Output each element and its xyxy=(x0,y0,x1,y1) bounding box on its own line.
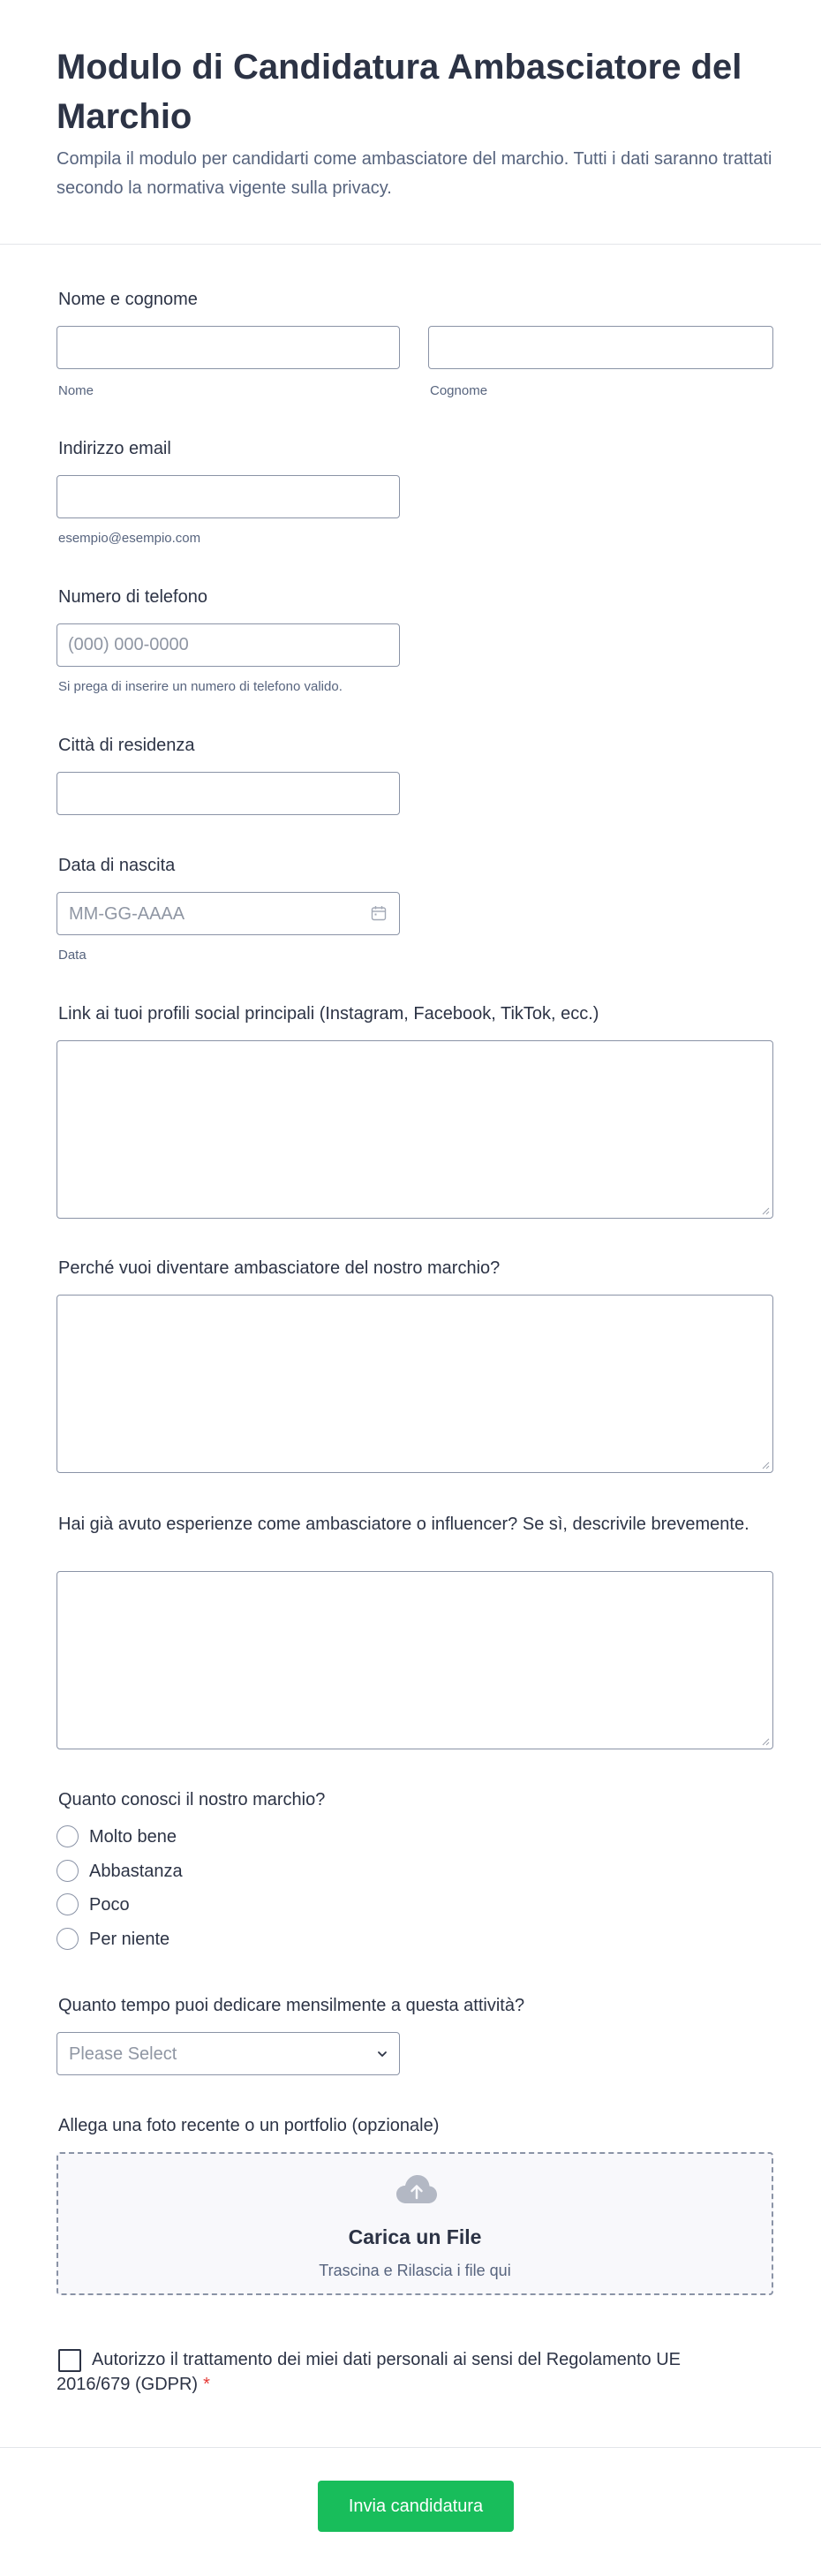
phone-label: Numero di telefono xyxy=(58,587,207,607)
chevron-down-icon xyxy=(376,2048,388,2060)
experience-label: Hai già avuto esperienze come ambasciatore o influencer? Se sì, descrivile brevemente. xyxy=(58,1515,749,1534)
email-label: Indirizzo email xyxy=(58,439,171,458)
city-input[interactable] xyxy=(56,772,400,815)
email-input[interactable] xyxy=(56,475,400,518)
monthly-time-select[interactable] xyxy=(56,2032,400,2075)
file-upload-dropzone[interactable] xyxy=(56,2152,773,2295)
gdpr-consent-text: Autorizzo il trattamento dei miei dati personali ai sensi del Regolamento UE 2016/679 (GDPR) xyxy=(56,2350,682,2394)
birth-date-input[interactable] xyxy=(56,892,400,935)
radio-button[interactable] xyxy=(56,1825,79,1847)
monthly-time-label: Quanto tempo puoi dedicare mensilmente a questa attività? xyxy=(58,1996,525,2015)
radio-label: Poco xyxy=(89,1895,130,1915)
first-name-input[interactable] xyxy=(56,326,400,369)
birth-date-sublabel: Data xyxy=(58,948,87,963)
social-links-label: Link ai tuoi profili social principali (Instagram, Facebook, TikTok, ecc.) xyxy=(58,1004,599,1024)
radio-button[interactable] xyxy=(56,1860,79,1882)
resize-grip-icon[interactable] xyxy=(761,1206,770,1215)
footer-divider xyxy=(0,2447,821,2448)
resize-grip-icon[interactable] xyxy=(761,1461,770,1469)
radio-button[interactable] xyxy=(56,1928,79,1950)
phone-input[interactable] xyxy=(56,623,400,667)
city-label: Città di residenza xyxy=(58,736,195,755)
email-sublabel: esempio@esempio.com xyxy=(58,531,201,546)
upload-subtitle: Trascina e Rilascia i file qui xyxy=(319,2262,511,2279)
birth-date-label: Data di nascita xyxy=(58,856,176,875)
why-ambassador-textarea[interactable] xyxy=(56,1295,773,1473)
form-description: Compila il modulo per candidarti come ambasciatore del marchio. Tutti i dati saranno trattati secondo la normativa vigente sulla privacy. xyxy=(56,149,772,198)
resize-grip-icon[interactable] xyxy=(761,1737,770,1746)
cloud-upload-icon xyxy=(395,2173,438,2205)
phone-sublabel: Si prega di inserire un numero di telefono valido. xyxy=(58,679,343,694)
brand-knowledge-label: Quanto conosci il nostro marchio? xyxy=(58,1790,326,1809)
birth-date-placeholder: MM-GG-AAAA xyxy=(69,904,185,924)
form-title: Modulo di Candidatura Ambasciatore del Marchio xyxy=(56,48,742,136)
upload-label: Allega una foto recente o un portfolio (opzionale) xyxy=(58,2116,440,2135)
why-ambassador-label: Perché vuoi diventare ambasciatore del nostro marchio? xyxy=(58,1258,501,1278)
social-links-textarea[interactable] xyxy=(56,1040,773,1219)
last-name-input[interactable] xyxy=(428,326,773,369)
upload-title: Carica un File xyxy=(348,2225,482,2248)
last-name-sublabel: Cognome xyxy=(430,383,488,398)
radio-button[interactable] xyxy=(56,1893,79,1915)
radio-label: Abbastanza xyxy=(89,1862,183,1881)
name-label: Nome e cognome xyxy=(58,290,198,309)
submit-button[interactable]: Invia candidatura xyxy=(318,2481,514,2532)
radio-label: Per niente xyxy=(89,1930,170,1949)
form-header xyxy=(0,0,821,245)
required-mark: * xyxy=(203,2375,210,2394)
radio-label: Molto bene xyxy=(89,1827,177,1847)
experience-textarea[interactable] xyxy=(56,1571,773,1749)
gdpr-consent-label xyxy=(56,2347,692,2397)
first-name-sublabel: Nome xyxy=(58,383,94,398)
calendar-icon[interactable] xyxy=(371,905,387,921)
select-placeholder: Please Select xyxy=(69,2044,177,2064)
